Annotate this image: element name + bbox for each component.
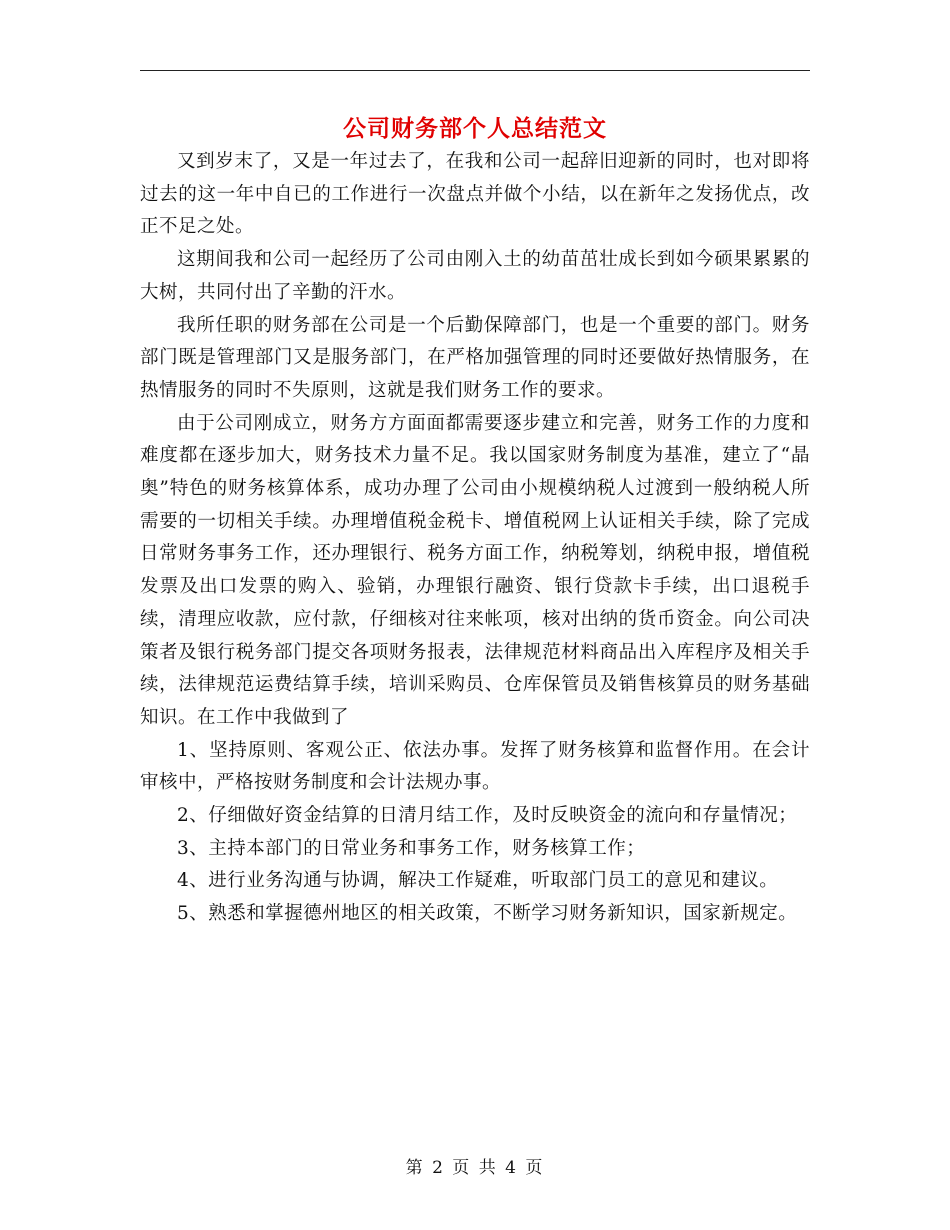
document-body [140,146,810,931]
paragraph-growth: 这期间我和公司一起经历了公司由刚入土的幼苗茁壮成长到如今硕果累累的大树，共同付出了辛勤的汗水。 [140,249,810,303]
list-item-5: 5、熟悉和掌握德州地区的相关政策，不断学习财务新知识，国家新规定。 [177,903,798,925]
document-title: 公司财务部个人总结范文 [343,116,607,142]
paragraph-department-role: 我所任职的财务部在公司是一个后勤保障部门，也是一个重要的部门。财务部门既是管理部门又是服务部门，在严格加强管理的同时还要做好热情服务，在热情服务的同时不失原则，这就是我们财务工作的要求。 [140,314,810,401]
header-rule [140,70,810,71]
paragraph-work-details: 由于公司刚成立，财务方方面面都需要逐步建立和完善，财务工作的力度和难度都在逐步加大，财务技术力量不足。我以国家财务制度为基准，建立了“晶奥”特色的财务核算体系，成功办理了公司由小规模纳税人过渡到一般纳税人所需要的一切相关手续。办理增值税金税卡、增值税网上认证相关手续，除了完成日常财务事务工作，还办理银行、税务方面工作，纳税筹划，纳税申报，增值税发票及出口发票的购入、验销，办理银行融资、银行贷款卡手续，出口退税手续，清理应收款，应付款，仔细核对往来帐项，核对出纳的货币资金。向公司决策者及银行税务部门提交各项财务报表，法律规范材料商品出入库程序及相关手续，法律规范运费结算手续，培训采购员、仓库保管员及销售核算员的财务基础知识。在工作中我做到了 [140,412,810,728]
list-item-2: 2、仔细做好资金结算的日清月结工作，及时反映资金的流向和存量情况； [177,805,798,827]
list-item-3: 3、主持本部门的日常业务和事务工作，财务核算工作； [177,837,646,859]
list-item-4: 4、进行业务沟通与协调，解决工作疑难，听取部门员工的意见和建议。 [177,870,779,892]
list-item-1: 1、坚持原则、客观公正、依法办事。发挥了财务核算和监督作用。在会计审核中，严格按财务制度和会计法规办事。 [140,739,810,794]
paragraph-intro: 又到岁末了，又是一年过去了，在我和公司一起辞旧迎新的同时，也对即将过去的这一年中自已的工作进行一次盘点并做个小结，以在新年之发扬优点，改正不足之处。 [140,151,810,238]
page-number: 第 2 页 共 4 页 [405,1158,545,1178]
